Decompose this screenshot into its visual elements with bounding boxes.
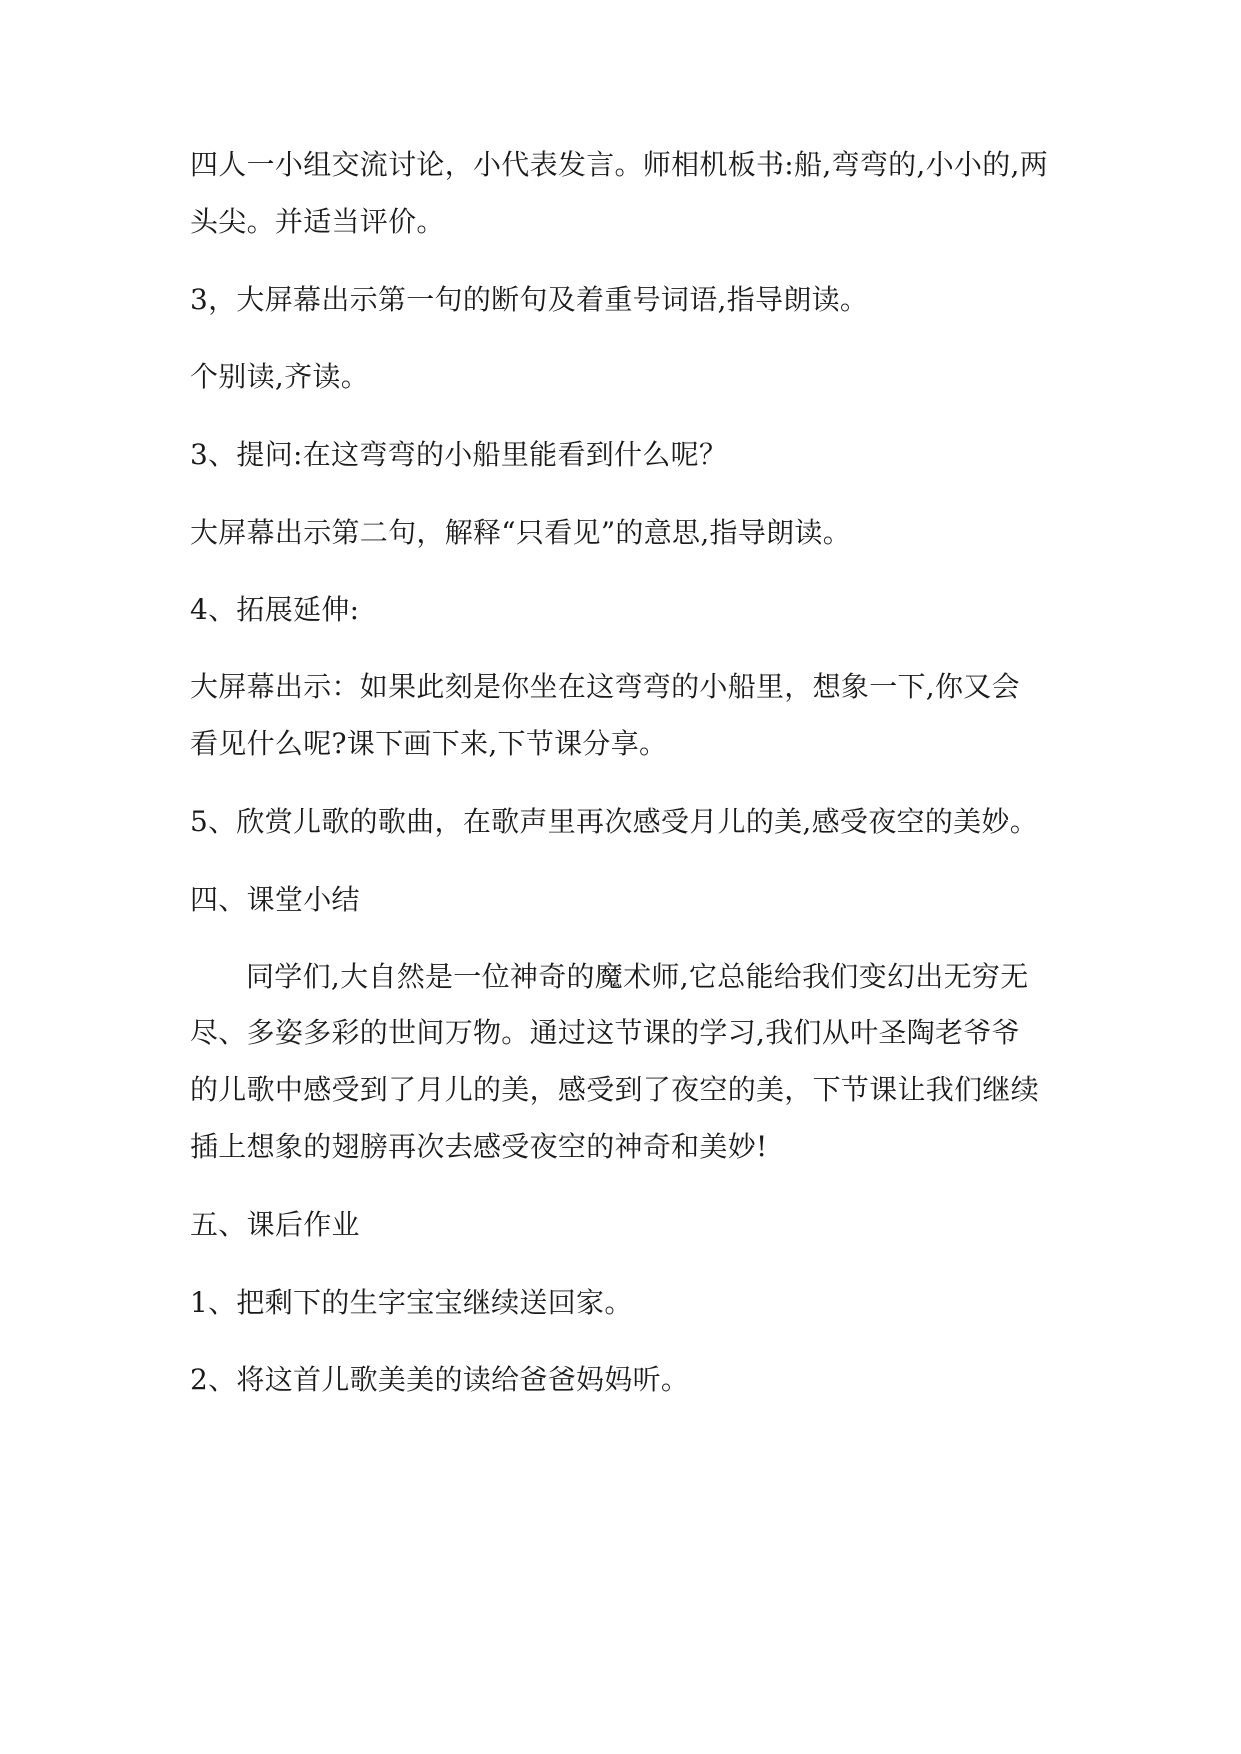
text-line: 大屏幕出示第二句，解释“只看见”的意思,指导朗读。: [190, 516, 852, 549]
document-page: [190, 0, 1070, 1754]
text-line: 3、提问:在这弯弯的小船里能看到什么呢？: [190, 438, 728, 471]
text-line: 头尖。并适当评价。: [190, 205, 445, 238]
text-line: 同学们,大自然是一位神奇的魔术师,它总能给我们变幻出无穷无: [246, 960, 1029, 993]
text-line: 1、把剩下的生字宝宝继续送回家。: [190, 1286, 633, 1319]
text-line: 4、拓展延伸:: [190, 593, 360, 626]
text-line: 大屏幕出示：如果此刻是你坐在这弯弯的小船里，想象一下,你又会: [190, 670, 1020, 703]
text-line: 个别读,齐读。: [190, 360, 370, 393]
text-line: 3，大屏幕出示第一句的断句及着重号词语,指导朗读。: [190, 283, 869, 316]
text-line: 四人一小组交流讨论，小代表发言。师相机板书:船,弯弯的,小小的,两: [190, 148, 1049, 181]
text-line: 尽、多姿多彩的世间万物。通过这节课的学习,我们从叶圣陶老爷爷: [190, 1016, 1020, 1049]
text-line: 2、将这首儿歌美美的读给爸爸妈妈听。: [190, 1363, 690, 1396]
text-line: 5、欣赏儿歌的歌曲，在歌声里再次感受月儿的美,感受夜空的美妙。: [190, 805, 1039, 838]
text-line: 插上想象的翅膀再次去感受夜空的神奇和美妙!: [190, 1130, 768, 1163]
text-line: 的儿歌中感受到了月儿的美，感受到了夜空的美，下节课让我们继续: [190, 1073, 1040, 1106]
section-heading: 五、课后作业: [190, 1208, 360, 1241]
section-heading: 四、课堂小结: [190, 883, 360, 916]
text-line: 看见什么呢?课下画下来,下节课分享。: [190, 727, 668, 760]
